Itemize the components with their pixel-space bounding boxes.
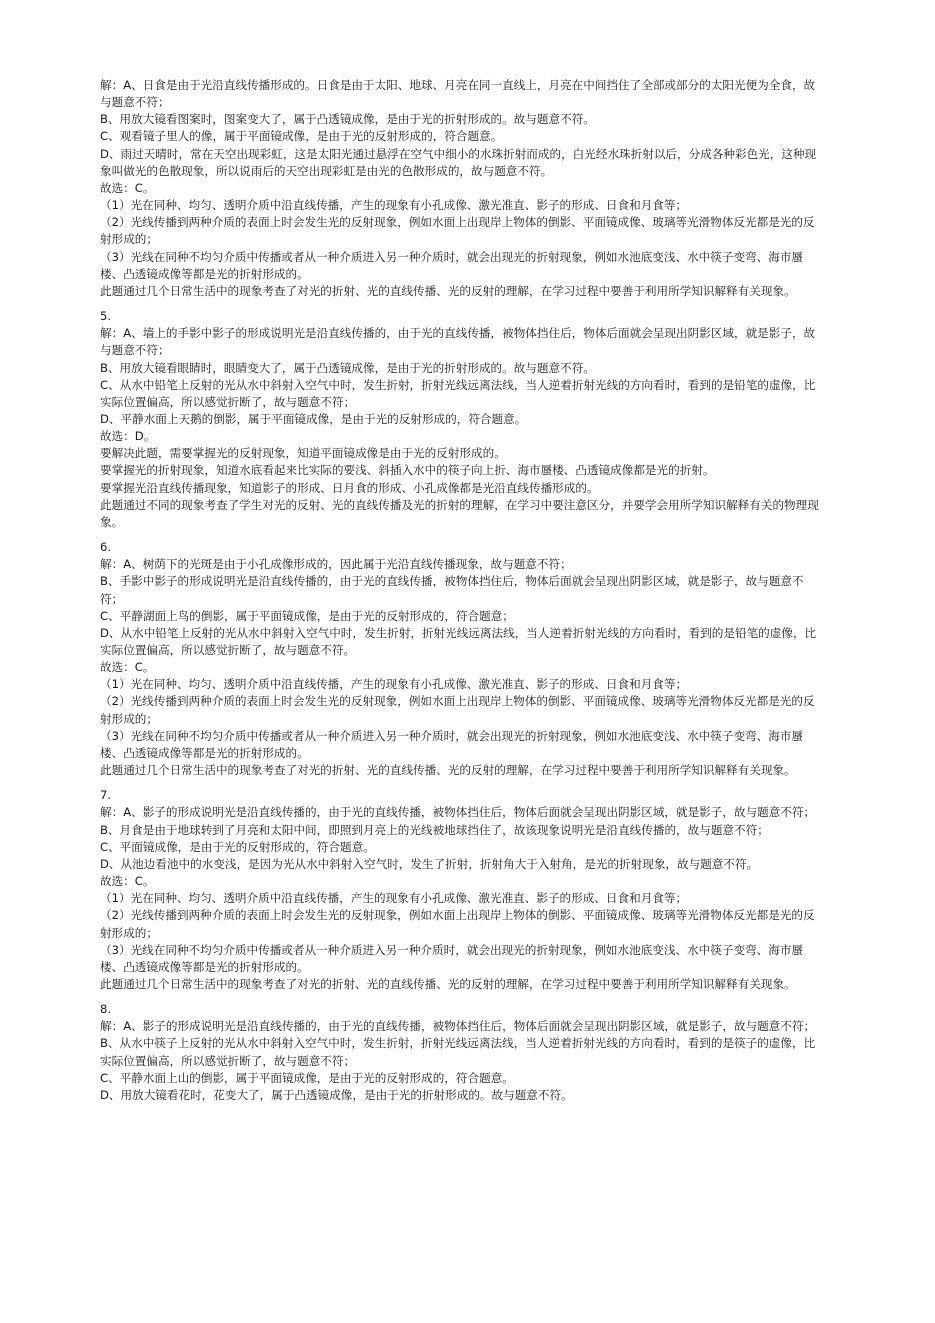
text-line: 故选：D。 (100, 429, 156, 444)
text-line: 此题通过几个日常生活中的现象考查了对光的折射、光的直线传播、光的反射的理解，在学习过程中要善于利用所学知识解释有关现象。 (100, 976, 796, 991)
text-line: （2）光线传播到两种介质的表面上时会发生光的反射现象，例如水面上出现岸上物体的倒影、平面镜成像、玻璃等光滑物体反光都是光的反射形成的； (100, 215, 815, 247)
text-line: D、从水中铅笔上反射的光从水中斜射入空气中时，发生折射，折射光线远离法线，当人逆着折射光线的方向看时，看到的是铅笔的虚像，比实际位置偏高，所以感觉折断了，故与题意不符。 (100, 625, 817, 657)
document-page (100, 77, 822, 1104)
text-line: 解：A、影子的形成说明光是沿直线传播的，由于光的直线传播，被物体挡住后，物体后面就会呈现出阴影区域，就是影子，故与题意不符； (100, 1019, 816, 1034)
text-line: B、手影中影子的形成说明光是沿直线传播的，由于光的直线传播，被物体挡住后，物体后面就会呈现出阴影区域，就是影子，故与题意不符； (100, 574, 804, 606)
text-line: 要掌握光沿直线传播现象，知道影子的形成、日月食的形成、小孔成像都是光沿直线传播形成的。 (100, 480, 599, 495)
text-line: C、平面镜成像，是由于光的反射形成的，符合题意。 (100, 839, 375, 854)
text-line: B、用放大镜看眼睛时，眼睛变大了，属于凸透镜成像，是由于光的折射形成的。故与题意不符。 (100, 360, 595, 375)
solution-block-5 (100, 308, 822, 531)
text-line: D、用放大镜看花时，花变大了，属于凸透镜成像，是由于光的折射形成的。故与题意不符。 (100, 1087, 573, 1102)
text-line: 故选：C。 (100, 180, 155, 195)
text-line: D、雨过天晴时，常在天空出现彩虹，这是太阳光通过悬浮在空气中细小的水珠折射而成的，白光经水珠折射以后，分成各种彩色光，这种现象叫做光的色散现象，所以说雨后的天空出现彩虹是由光的色散形成的，故与题意不符。 (100, 146, 817, 178)
question-number: 6. (100, 540, 112, 555)
text-line: 此题通过几个日常生活中的现象考查了对光的折射、光的直线传播、光的反射的理解，在学习过程中要善于利用所学知识解释有关现象。 (100, 763, 796, 778)
text-line: （1）光在同种、均匀、透明介质中沿直线传播，产生的现象有小孔成像、激光准直、影子的形成、日食和月食等； (100, 677, 688, 692)
question-number: 8. (100, 1002, 112, 1017)
text-line: 解：A、影子的形成说明光是沿直线传播的，由于光的直线传播，被物体挡住后，物体后面就会呈现出阴影区域，就是影子，故与题意不符； (100, 805, 816, 820)
solution-block-7 (100, 787, 822, 993)
text-line: C、平静湖面上鸟的倒影，属于平面镜成像，是由于光的反射形成的，符合题意； (100, 608, 514, 623)
text-line: 故选：C。 (100, 874, 155, 889)
solution-block-8 (100, 1001, 822, 1104)
text-line: 此题通过几个日常生活中的现象考查了对光的折射、光的直线传播、光的反射的理解，在学习过程中要善于利用所学知识解释有关现象。 (100, 283, 796, 298)
solution-block-4 (100, 77, 822, 300)
text-line: 要掌握光的折射现象，知道水底看起来比实际的要浅、斜插入水中的筷子向上折、海市蜃楼、凸透镜成像都是光的折射。 (100, 463, 715, 478)
text-line: 解：A、墙上的手影中影子的形成说明光是沿直线传播的，由于光的直线传播，被物体挡住后，物体后面就会呈现出阴影区域，就是影子，故与题意不符； (100, 326, 816, 358)
text-line: 故选：C。 (100, 660, 155, 675)
text-line: （2）光线传播到两种介质的表面上时会发生光的反射现象，例如水面上出现岸上物体的倒影、平面镜成像、玻璃等光滑物体反光都是光的反射形成的； (100, 694, 815, 726)
text-line: C、从水中铅笔上反射的光从水中斜射入空气中时，发生折射，折射光线远离法线，当人逆着折射光线的方向看时，看到的是铅笔的虚像，比实际位置偏高，所以感觉折断了，故与题意不符； (100, 377, 816, 409)
text-line: （3）光线在同种不均匀介质中传播或者从一种介质进入另一种介质时，就会出现光的折射现象，例如水池底变浅、水中筷子变弯、海市蜃楼、凸透镜成像等都是光的折射形成的。 (100, 942, 804, 974)
text-line: B、从水中筷子上反射的光从水中斜射入空气中时，发生折射，折射光线远离法线，当人逆着折射光线的方向看时，看到的是筷子的虚像，比实际位置偏高，所以感觉折断了，故与题意不符； (100, 1036, 816, 1068)
text-line: B、用放大镜看图案时，图案变大了，属于凸透镜成像，是由于光的折射形成的。故与题意不符。 (100, 112, 595, 127)
question-number: 5. (100, 309, 112, 324)
text-line: D、平静水面上天鹅的倒影，属于平面镜成像，是由于光的反射形成的，符合题意。 (100, 411, 527, 426)
text-line: B、月食是由于地球转到了月亮和太阳中间，即照到月亮上的光线被地球挡住了，故该现象说明光是沿直线传播的，故与题意不符； (100, 822, 769, 837)
text-line: （3）光线在同种不均匀介质中传播或者从一种介质进入另一种介质时，就会出现光的折射现象，例如水池底变浅、水中筷子变弯、海市蜃楼、凸透镜成像等都是光的折射形成的。 (100, 728, 804, 760)
solution-block-6 (100, 539, 822, 779)
text-line: （1）光在同种、均匀、透明介质中沿直线传播，产生的现象有小孔成像、激光准直、影子的形成、日食和月食等； (100, 891, 688, 906)
text-line: （1）光在同种、均匀、透明介质中沿直线传播，产生的现象有小孔成像、激光准直、影子的形成、日食和月食等； (100, 198, 688, 213)
text-line: 解：A、树荫下的光斑是由于小孔成像形成的，因此属于光沿直线传播现象，故与题意不符； (100, 557, 572, 572)
text-line: C、平静水面上山的倒影，属于平面镜成像，是由于光的反射形成的，符合题意。 (100, 1070, 514, 1085)
question-number: 7. (100, 788, 112, 803)
text-line: C、观看镜子里人的像，属于平面镜成像，是由于光的反射形成的，符合题意。 (100, 129, 503, 144)
text-line: 要解决此题，需要掌握光的反射现象，知道平面镜成像是由于光的反射形成的。 (100, 446, 506, 461)
text-line: （2）光线传播到两种介质的表面上时会发生光的反射现象，例如水面上出现岸上物体的倒影、平面镜成像、玻璃等光滑物体反光都是光的反射形成的； (100, 908, 815, 940)
text-line: 解：A、日食是由于光沿直线传播形成的。日食是由于太阳、地球、月亮在同一直线上，月亮在中间挡住了全部或部分的太阳光便为全食，故与题意不符； (100, 78, 816, 110)
text-line: （3）光线在同种不均匀介质中传播或者从一种介质进入另一种介质时，就会出现光的折射现象，例如水池底变浅、水中筷子变弯、海市蜃楼、凸透镜成像等都是光的折射形成的。 (100, 249, 804, 281)
text-line: D、从池边看池中的水变浅，是因为光从水中斜射入空气时，发生了折射，折射角大于入射角，是光的折射现象，故与题意不符。 (100, 856, 759, 871)
text-line: 此题通过不同的现象考查了学生对光的反射、光的直线传播及光的折射的理解，在学习中要注意区分，并要学会用所学知识解释有关的物理现象。 (100, 497, 819, 529)
